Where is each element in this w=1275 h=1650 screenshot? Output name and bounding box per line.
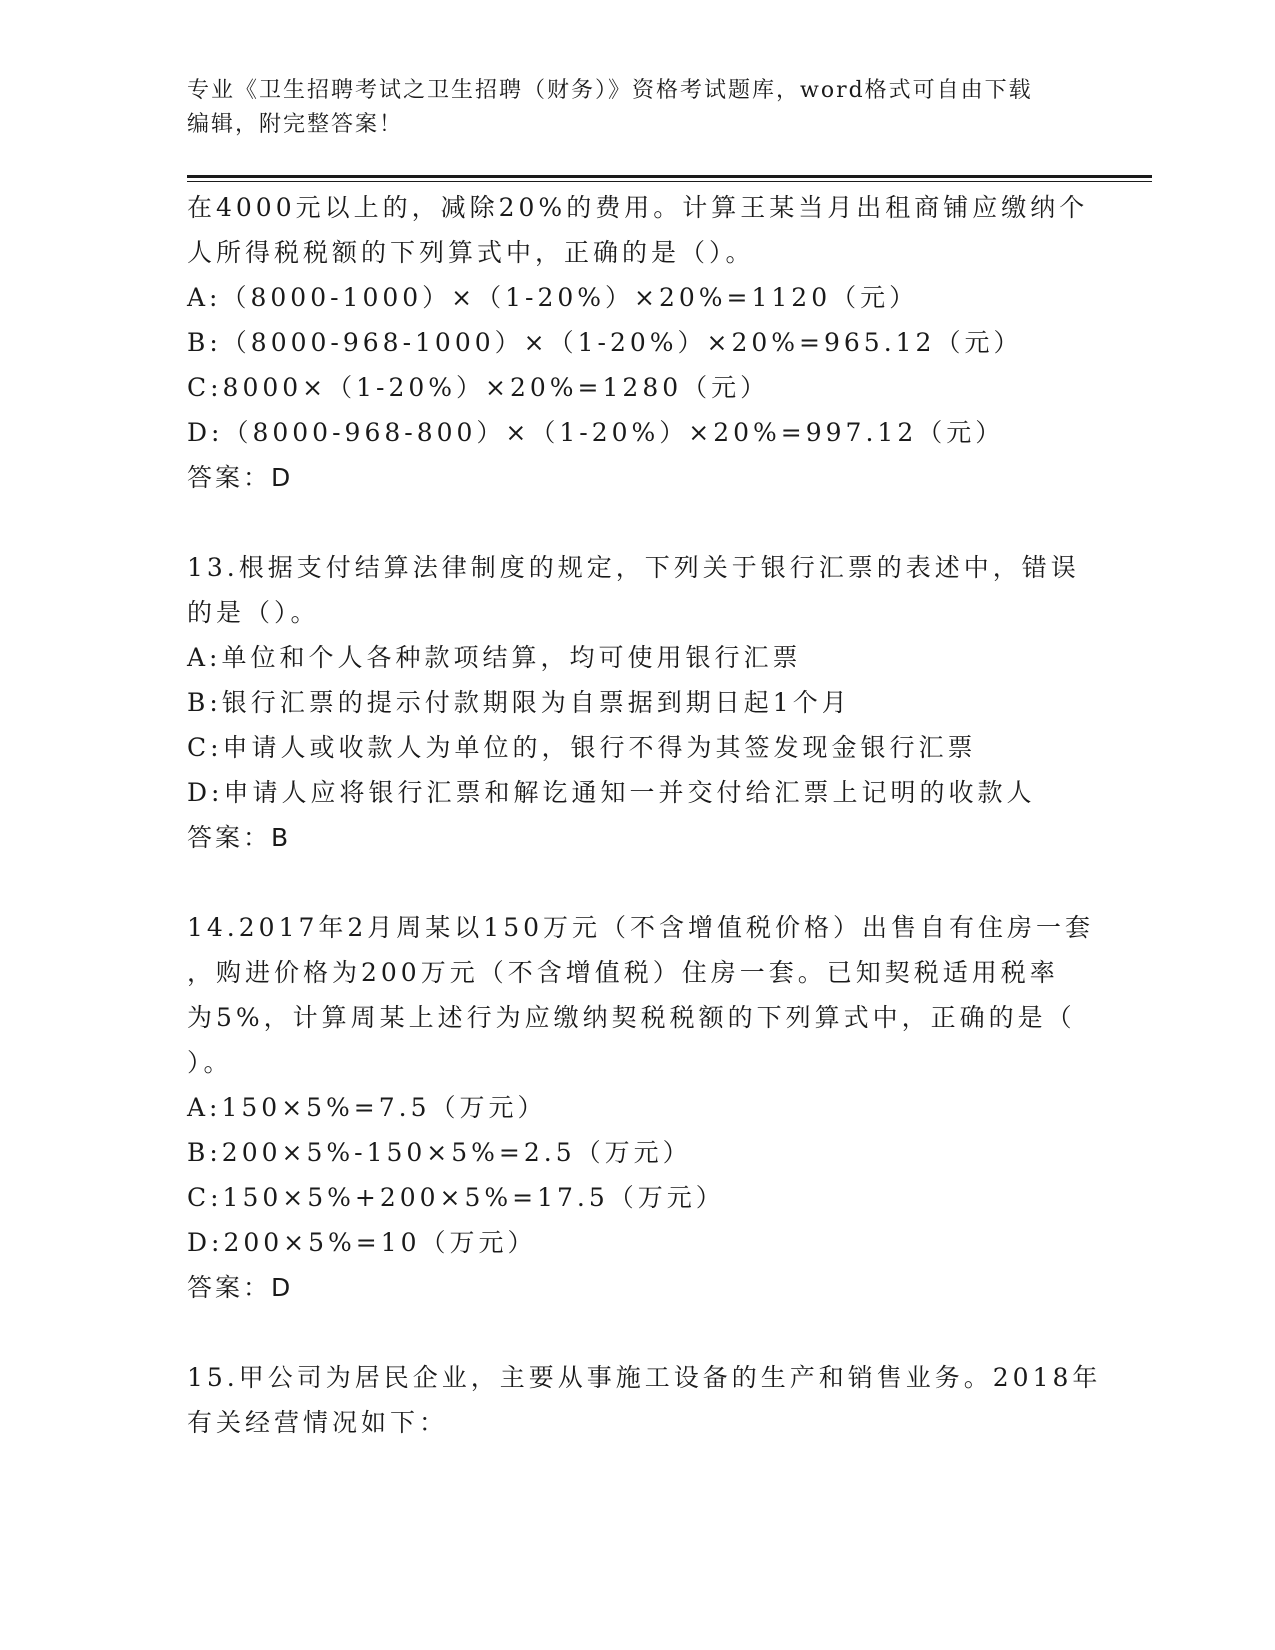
header-line-2: 编辑，附完整答案！ [187,112,404,137]
q14-option-c: C:150×5%+200×5%=17.5（万元） [187,1183,725,1212]
header-rule-thin [187,181,1152,182]
q13-option-c: C:申请人或收款人为单位的，银行不得为其签发现金银行汇票 [187,733,977,762]
q14-option-b: B:200×5%-150×5%=2.5（万元） [187,1138,692,1167]
q15-stem-line-2: 有关经营情况如下： [187,1408,449,1437]
q13-answer: 答案：B [187,823,292,852]
q12-option-b: B:（8000-968-1000）×（1-20%）×20%=965.12（元） [187,328,1023,357]
q15-stem-line-1: 15.甲公司为居民企业，主要从事施工设备的生产和销售业务。2018年 [187,1363,1102,1392]
q13-option-d: D:申请人应将银行汇票和解讫通知一并交付给汇票上记明的收款人 [187,778,1036,807]
q13-option-b: B:银行汇票的提示付款期限为自票据到期日起1个月 [187,688,851,717]
q13-option-a: A:单位和个人各种款项结算，均可使用银行汇票 [187,643,802,672]
q14-stem-line-2: ，购进价格为200万元（不含增值税）住房一套。已知契税适用税率 [187,958,1059,987]
header-line-1: 专业《卫生招聘考试之卫生招聘（财务）》资格考试题库，word格式可自由下载 [187,78,1033,103]
q12-stem-line-1: 在4000元以上的，减除20%的费用。计算王某当月出租商铺应缴纳个 [187,193,1089,222]
q14-stem-line-4: ）。 [187,1048,233,1077]
q14-option-a: A:150×5%=7.5（万元） [187,1093,547,1122]
header-rule-thick [187,175,1152,178]
q14-answer: 答案：D [187,1273,294,1302]
q12-option-c: C:8000×（1-20%）×20%=1280（元） [187,373,770,402]
document-header [187,74,1067,142]
q14-option-d: D:200×5%=10（万元） [187,1228,537,1257]
q12-answer: 答案：D [187,463,294,492]
q13-stem-line-2: 的是（）。 [187,598,320,627]
q12-option-d: D:（8000-968-800）×（1-20%）×20%=997.12（元） [187,418,1005,447]
q12-option-a: A:（8000-1000）×（1-20%）×20%=1120（元） [187,283,919,312]
q12-stem-line-2: 人所得税税额的下列算式中，正确的是（）。 [187,238,755,267]
q14-stem-line-3: 为5%，计算周某上述行为应缴纳契税税额的下列算式中，正确的是（ [187,1003,1076,1032]
q13-stem-line-1: 13.根据支付结算法律制度的规定，下列关于银行汇票的表述中，错误 [187,553,1080,582]
q14-stem-line-1: 14.2017年2月周某以150万元（不含增值税价格）出售自有住房一套 [187,913,1095,942]
